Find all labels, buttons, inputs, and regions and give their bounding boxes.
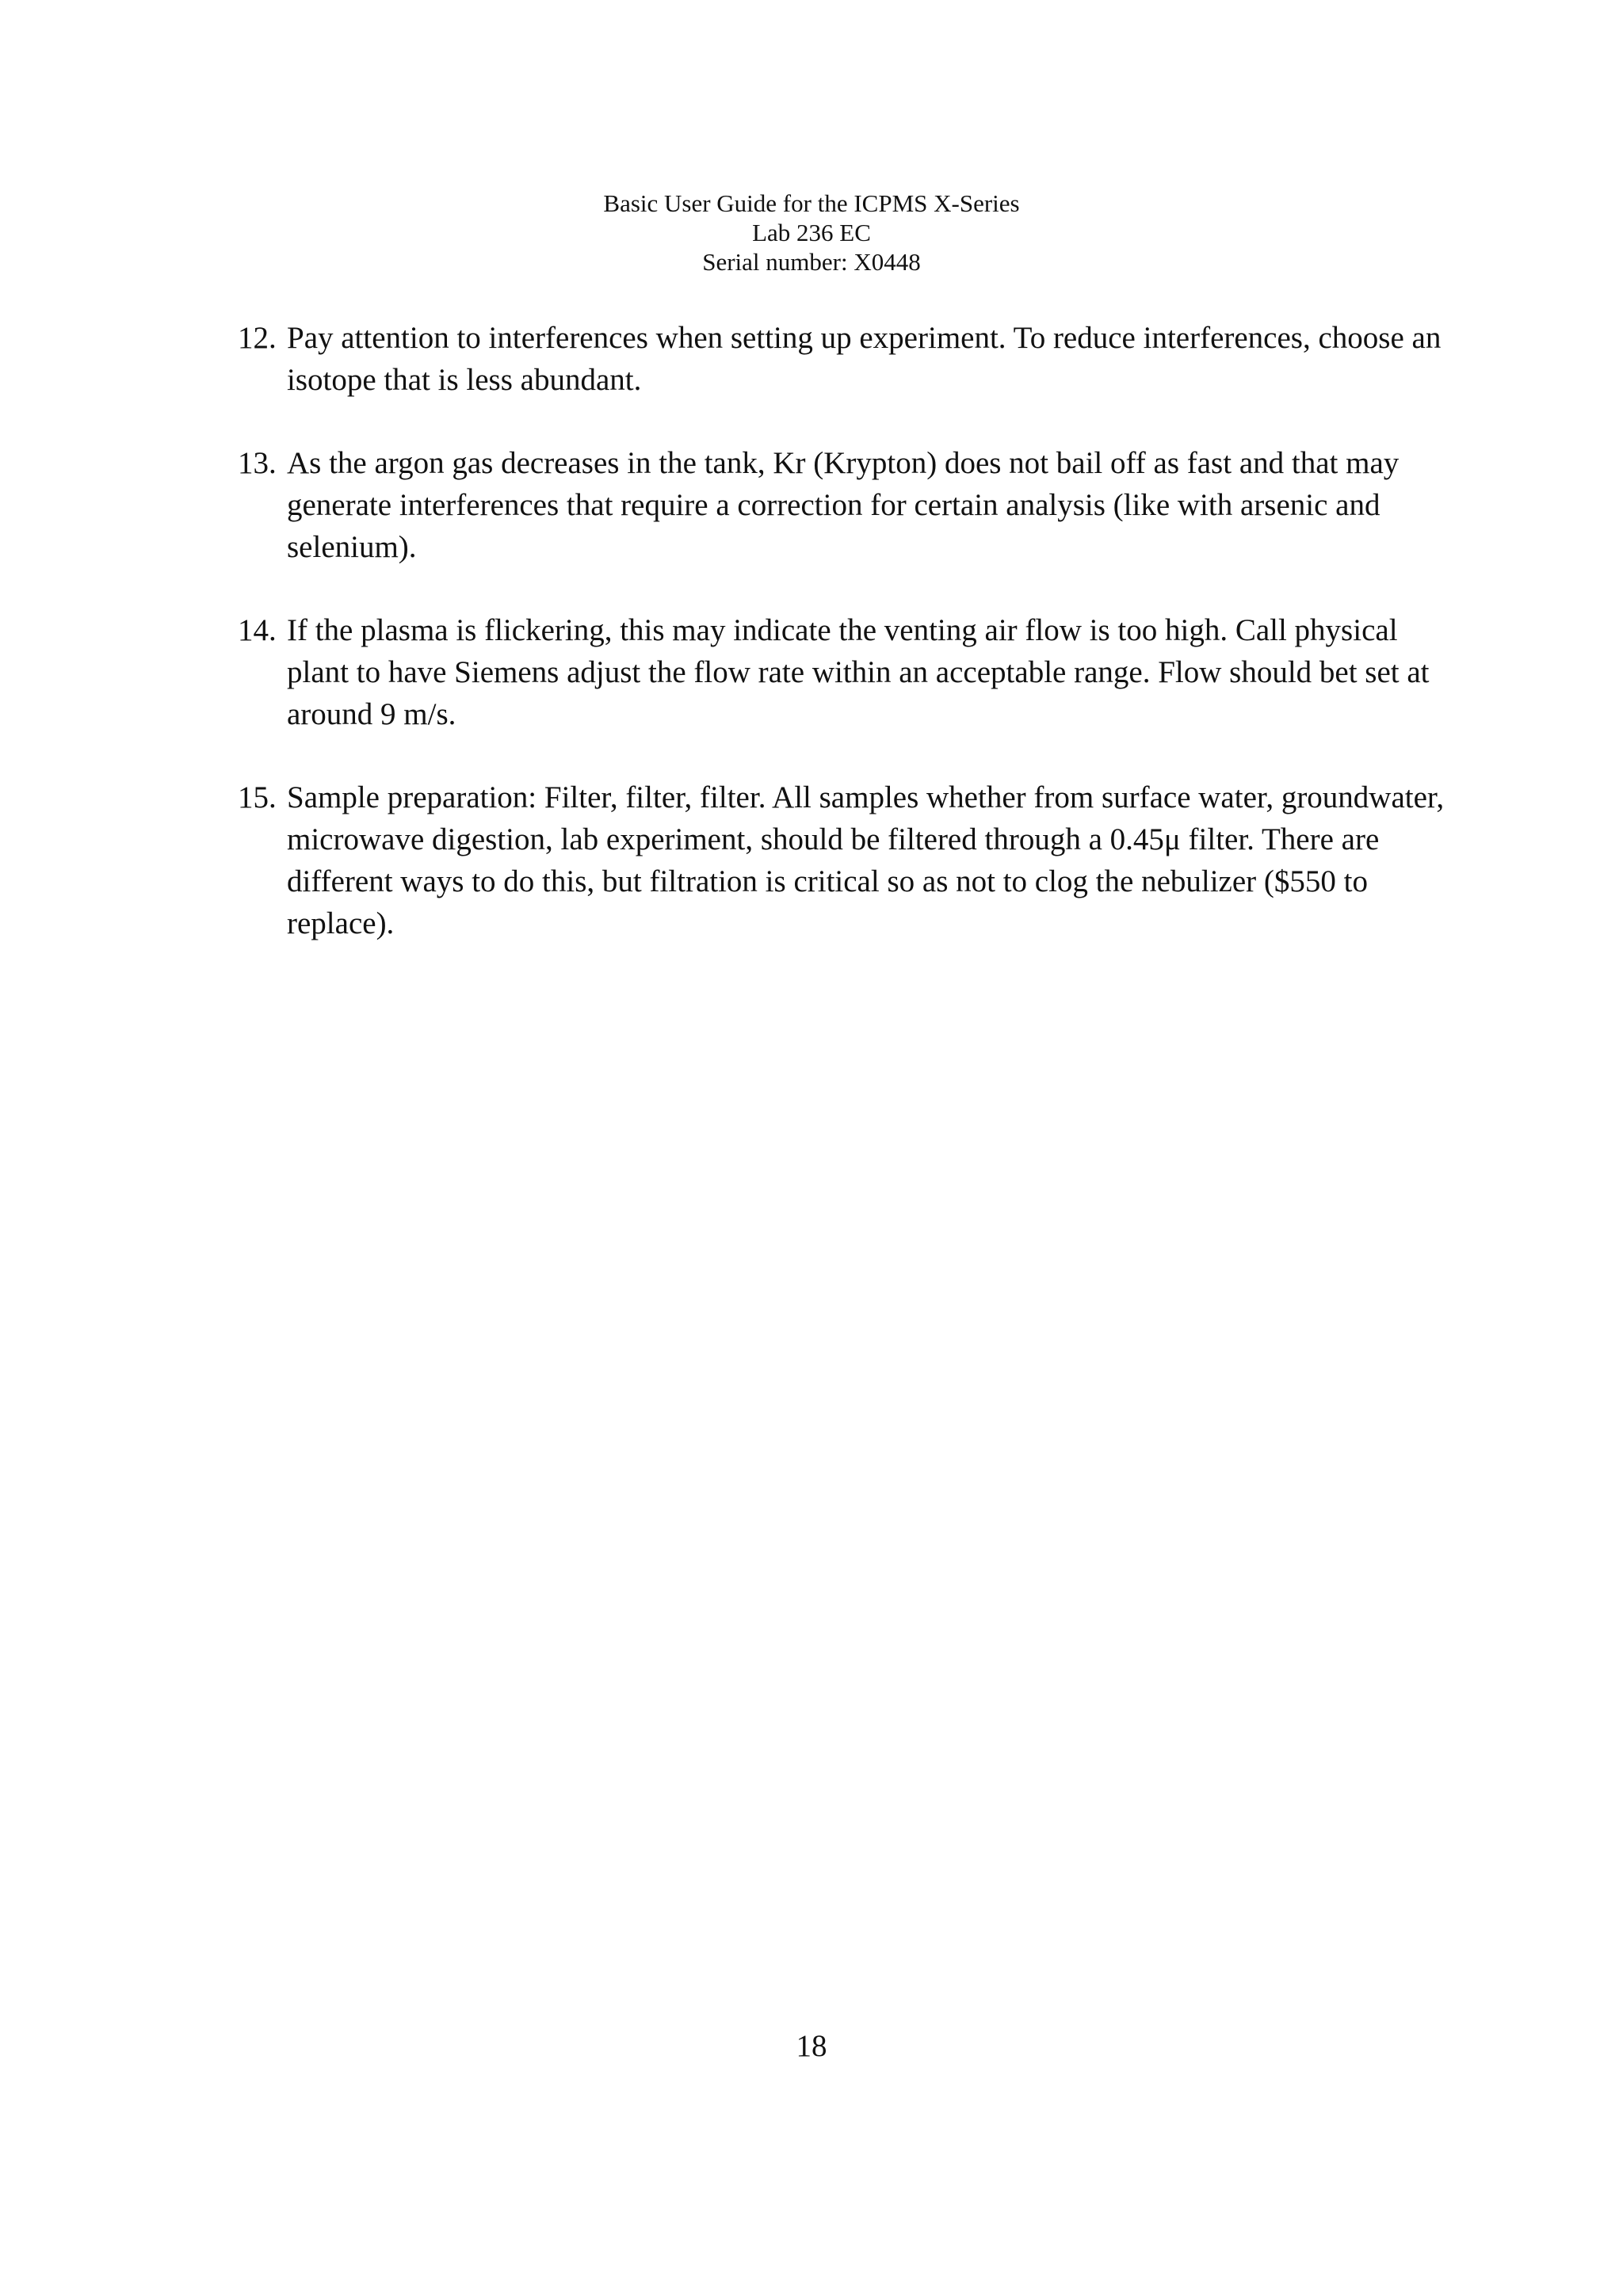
item-text: As the argon gas decreases in the tank, Kr (Krypton) does not bail off as fast and that may generate interferences that require a correction for certain analysis (like with arsenic and selenium).: [287, 446, 1400, 564]
list-item: [238, 776, 1458, 944]
list-item: [238, 442, 1458, 568]
header-lab: Lab 236 EC: [752, 219, 871, 246]
item-number: 15.: [238, 780, 277, 814]
header-title: Basic User Guide for the ICPMS X-Series: [603, 189, 1020, 217]
item-number: 14.: [238, 613, 277, 647]
item-number: 12.: [238, 321, 277, 355]
numbered-list: [238, 317, 1458, 986]
item-text: Pay attention to interferences when setting up experiment. To reduce interferences, choose an isotope that is less abundant.: [287, 321, 1442, 397]
list-item: [238, 317, 1458, 401]
page-header: [0, 189, 1623, 277]
page-number: 18: [796, 2029, 827, 2063]
item-number: 13.: [238, 446, 277, 480]
item-text: If the plasma is flickering, this may indicate the venting air flow is too high. Call physical plant to have Siemens adjust the flow rate within an acceptable range. Flow should bet set at around 9 m/s.: [287, 613, 1430, 731]
header-serial: Serial number: X0448: [702, 248, 921, 276]
item-text: Sample preparation: Filter, filter, filter. All samples whether from surface water, groundwater, microwave digestion, lab experiment, should be filtered through a 0.45μ filter. There are different ways to do this, but filtration is critical so as not to clog the nebulizer ($550 to replace).: [287, 780, 1445, 940]
list-item: [238, 609, 1458, 735]
